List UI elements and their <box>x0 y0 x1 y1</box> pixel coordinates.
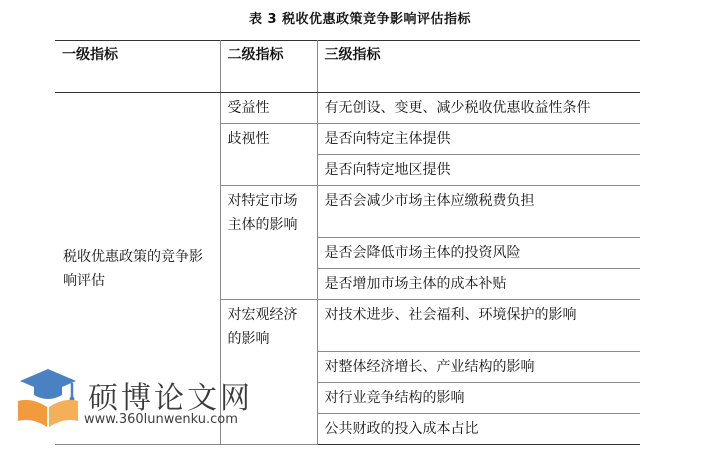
level3-cell: 有无创设、变更、减少税收优惠收益性条件 <box>317 93 640 124</box>
level2-cell: 对特定市场主体的影响 <box>220 186 317 300</box>
level2-cell: 对宏观经济的影响 <box>220 300 317 445</box>
graduation-cap-book-icon <box>14 365 82 431</box>
level3-cell: 是否会降低市场主体的投资风险 <box>317 238 640 269</box>
level3-cell: 是否增加市场主体的成本补贴 <box>317 269 640 300</box>
level2-cell: 歧视性 <box>220 124 317 186</box>
level3-cell: 对行业竞争结构的影响 <box>317 383 640 414</box>
table-row <box>55 93 640 124</box>
level3-cell: 是否向特定地区提供 <box>317 155 640 186</box>
header-level3: 三级指标 <box>317 41 640 93</box>
table-caption: 表 3 税收优惠政策竞争影响评估指标 <box>248 12 472 27</box>
level3-cell: 对技术进步、社会福利、环境保护的影响 <box>317 300 640 352</box>
watermark-site-url: www.360lunwenku.com <box>84 412 238 427</box>
header-level2: 二级指标 <box>220 41 317 93</box>
table-header-row <box>55 41 640 93</box>
level2-cell: 受益性 <box>220 93 317 124</box>
site-watermark <box>14 365 264 435</box>
level3-cell: 是否向特定主体提供 <box>317 124 640 155</box>
level1-cell: 税收优惠政策的竞争影响评估 <box>55 93 220 445</box>
level3-cell: 公共财政的投入成本占比 <box>317 414 640 445</box>
header-level1: 一级指标 <box>55 41 220 93</box>
level3-cell: 是否会减少市场主体应缴税费负担 <box>317 186 640 238</box>
level3-cell: 对整体经济增长、产业结构的影响 <box>317 352 640 383</box>
watermark-site-name: 硕博论文网 <box>88 381 253 416</box>
